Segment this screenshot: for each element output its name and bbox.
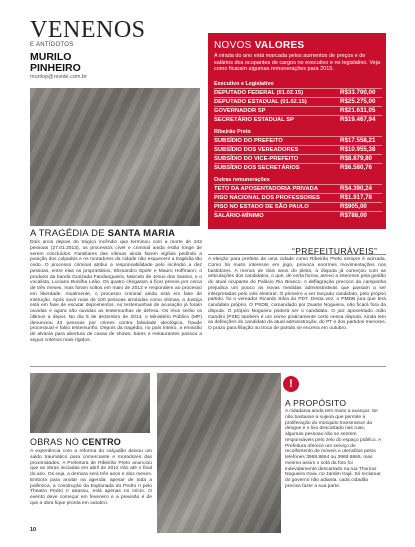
salary-row: SALÁRIO-MÍNIMO R$788,00 <box>214 211 382 219</box>
column-title: VENENOS <box>30 17 146 43</box>
proposito-heading: A PROPÓSITO <box>285 398 347 408</box>
author-name <box>30 52 81 74</box>
section-outras-remuneracoes: Outras remunerações <box>214 177 270 183</box>
salary-row: PISO NACIONAL DOS PROFESSORES R$1.917,78 <box>214 193 382 201</box>
author-email: murilop@revide.com.br <box>30 74 87 80</box>
section-divider <box>30 366 386 367</box>
salary-row: SUBSÍDIO DO PREFEITO R$17.558,21 <box>214 136 382 144</box>
author-last-name: PINHEIRO <box>30 62 81 74</box>
salary-row: PISO NO ESTADO DE SÃO PAULO R$905,00 <box>214 202 382 210</box>
prefeituraveis-heading: “PREFEITURÁVEIS” <box>292 246 378 256</box>
vigil-photo <box>30 88 200 226</box>
novos-valores-panel <box>208 33 386 229</box>
tragedia-article-text: Dois anos depois do trágico incêndio que terminou com a morte de 242 pessoas (27.01.2013), os processos cível e criminal ainda estão longe de serem concluídos. Familiares das vítimas ainda fazem vigílias pedindo a punição dos culpados e os moradores da cidade não esquecem a tragédia tão cedo. O processo criminal atribui a responsabilidade pelo incêndio a dez pessoas, entre elas os proprietários, Elissandro Spohr e Mauro Hoffmann, o produtor da banda Gurizada Fandangueira, Marcelo de Jesus dos Santos, e o vocalista, Luciano Bonilha Leão. Os quatro chegaram a ficar presos por cerca de três meses, mas foram soltos em maio de 2013 e respondem ao processo em liberdade. Atualmente, o processo criminal ainda está em fase de instrução. Após ouvir mais de 100 pessoas arroladas como vítimas, a Justiça está em fase de escutar depoimentos. As testemunhas de acusação já foram ouvidas e agora são ouvidas as testemunhas de defesa. Os réus serão os últimos a depor. No dia 5 de dezembro de 2014, o Ministério Público (MP) denunciou 43 pessoas por crimes contra falsidade ideológica, fraude processual e falso testemunho. Depois da tragédia, no país inteiro, a emissão de alvarás para abertura de casas de shows, bares e restaurantes passou a seguir critérios mais rígidos. <box>30 240 202 343</box>
salary-row: SUBSÍDIO DOS SECRETÁRIOS R$6.580,76 <box>214 163 382 171</box>
section-ribeirao-preto: Ribeirão Preto <box>214 129 251 135</box>
salary-row: GOVERNADOR SP R$21.631,05 <box>214 106 382 114</box>
salary-row: DEPUTADO FEDERAL (01.02.15) R$33.700,00 <box>214 88 382 96</box>
discarded-sofa-photo <box>157 373 281 533</box>
salary-row: SUBSÍDIO DO VICE-PREFEITO R$8.879,80 <box>214 154 382 162</box>
heading-rule <box>208 254 386 255</box>
page-number: 10 <box>30 527 37 533</box>
section-executivo-legislativo: Executivo e Legislativo <box>214 81 274 87</box>
salary-row: SUBSÍDIO DOS VEREADORES R$10.955,38 <box>214 145 382 153</box>
salary-row: TETO DA APOSENTADORIA PRIVADA R$4.390,24 <box>214 184 382 192</box>
salary-row: SECRETÁRIO ESTADUAL SP R$19.467,94 <box>214 115 382 123</box>
novos-valores-intro: A virada do ano está marcada pelos aumentos de preços e de salários dos ocupantes de cargos no executivo e no legislativo. Veja como ficaram algumas remunerações para 2015. <box>214 53 381 73</box>
obras-heading: OBRAS NO CENTRO <box>30 437 122 447</box>
novos-valores-title: NOVOS VALORES <box>214 40 305 51</box>
prefeituraveis-article-text: A eleição para prefeito de uma cidade como Ribeirão Preto sempre é acirrada. Como há muito interesse em jogo, provoca enormes movimentações nos bastidores. A menos de dois anos do pleito, a disputa já começou com as articulações dos candidatos, o que, de certa forma, atrevo a interesse pela gestão do atual ocupante do Palácio Rio Branco. A deflagração precoce da campanha prejudica um pouco as novas medidas administrativas que passam a ser interpretadas pelo viés eleitoral. O primeiro a ser lançado candidato, pelo próprio partido, foi o vereador Ricardo Silva do PDT. Desta vez, o PMDB jura que terá candidato próprio. O PSDB, comandado por Duarte Nogueira, não ficará fora da disputa. O próprio Nogueira poderá ser o candidato. O juiz aposentado João Gandini (PSB) também é um nome praticamente certo nessa disputa. Ainda tem as definições do candidato da atual administração, do PT e dos partidos menores. O prazo para filiação ou troca de partido se encerra em outubro. <box>208 257 386 331</box>
author-first-name: MURILO <box>30 51 72 63</box>
column-subtitle: E ANTÍDOTOS <box>30 42 74 48</box>
alert-icon: ! <box>283 376 299 392</box>
obras-article-text: A experiência com a reforma do calçadão deixou um saldo traumático para comerciante e moradores das proximidades. A Prefeitura de Ribeirão Preto anunciou que as obras iniciadas em abril de 2012 irão até o final do ano. Os seja, a demora será três anos e dois meses. Embora para anotar na agenda: apesar de toda a polêmica, a construção da Esplanada do Pedro II pelo Theatro Pedro II atrasou, está apenas no início. O evento deve começar em fevereiro e a previsão é de que a obra fique pronta em outubro. <box>30 449 152 506</box>
tragedia-heading: A TRAGÉDIA DE SANTA MARIA <box>30 228 176 239</box>
construction-photo <box>30 373 150 433</box>
salary-row: DEPUTADO ESTADUAL (01.02.15) R$25.275,00 <box>214 97 382 105</box>
proposito-article-text: A cidadania ainda tem muito a avançar. Se não bastasse a sujeira que permite a proliferação do mosquito transmissor da dengue e o lixo descartado nas ruas, algumas pessoas não se sentem responsáveis pelo zelo do espaço público. A Prefeitura oferece um serviço de recolhimento de móveis e utensílios pelos telefones 3968.8664 ou 3968.8665, mas mesmo assim o sofá da foto foi indevidamente descartado na rua Thomaz Nogueira Gaia, no Jardim Irajá. Só reclamar do governo não adianta, cada cidadão precisa fazer a sua parte. <box>285 409 381 489</box>
